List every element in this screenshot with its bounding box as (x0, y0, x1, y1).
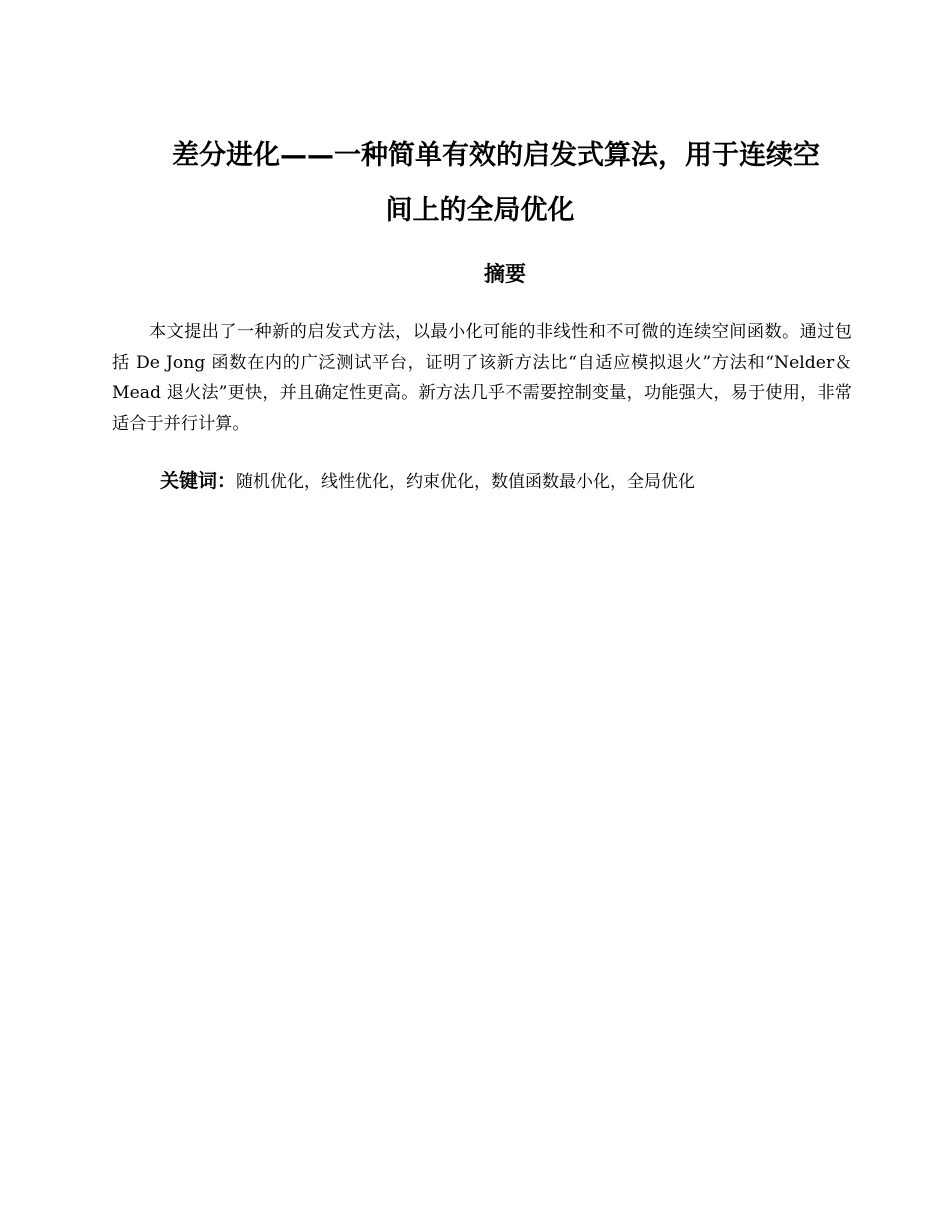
keywords-line (160, 466, 695, 493)
keywords-text: 随机优化，线性优化，约束优化，数值函数最小化，全局优化 (236, 472, 696, 492)
paper-title-line-1: 差分进化——一种简单有效的启发式算法，用于连续空 (172, 140, 820, 171)
keywords-label: 关键词： (160, 470, 237, 492)
abstract-body: 本文提出了一种新的启发式方法，以最小化可能的非线性和不可微的连续空间函数。通过包括 De Jong 函数在内的广泛测试平台，证明了该新方法比“自适应模拟退火”方法和“Nelder＆Mead 退火法”更快，并且确定性更高。新方法几乎不需要控制变量，功能强大，易于使用，非常适合于并行计算。 (112, 322, 852, 434)
abstract-heading: 摘要 (484, 262, 526, 286)
paper-title-line-2: 间上的全局优化 (385, 195, 575, 226)
